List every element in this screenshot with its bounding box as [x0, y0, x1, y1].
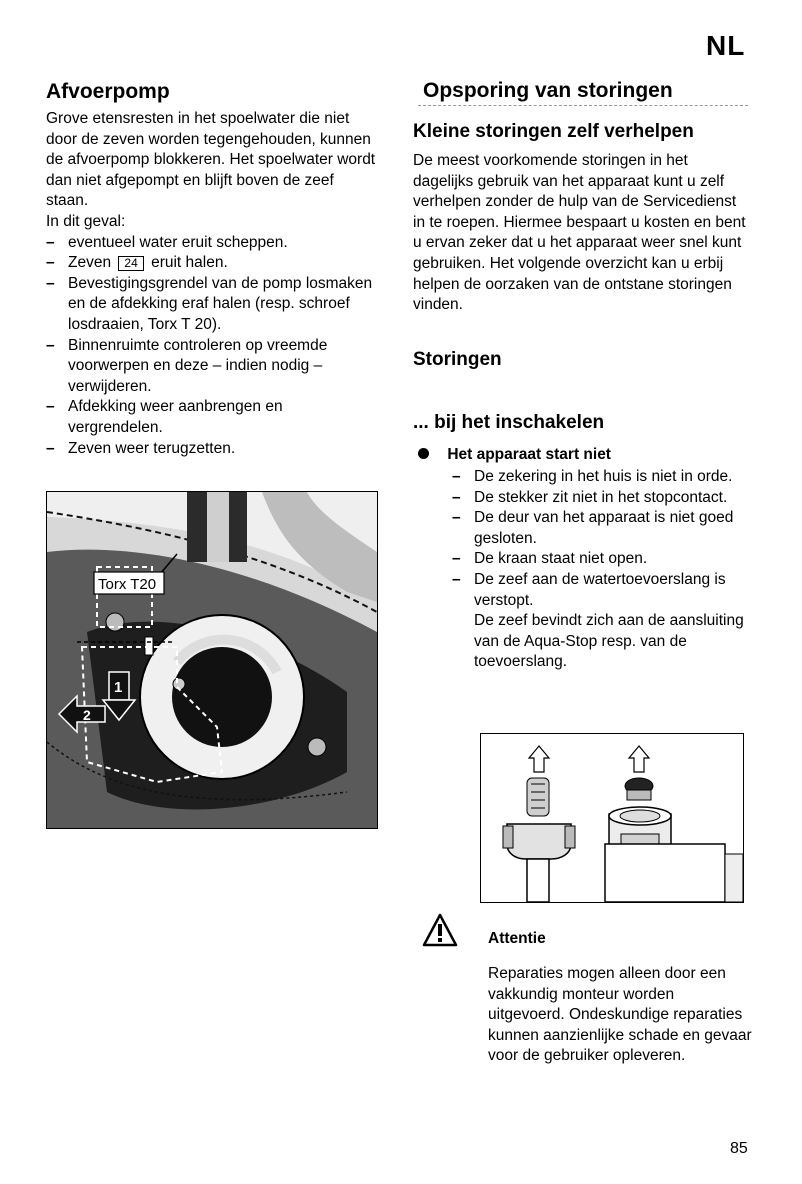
- language-tag: NL: [706, 30, 746, 61]
- marker-2: 2: [83, 707, 91, 723]
- fault-heading-text: Het apparaat start niet: [447, 446, 611, 463]
- list-item: – Binnenruimte controleren op vreemde voorwerpen en deze – indien nodig – verwijderen.: [46, 336, 376, 398]
- list-item: – Bevestigingsgrendel van de pomp losmaken en de afdekking eraf halen (resp. schroef losdraaien, Torx T 20).: [46, 274, 376, 336]
- left-column-text: [46, 109, 376, 459]
- page-number: 85: [730, 1140, 748, 1157]
- bullet-icon: [418, 448, 429, 459]
- cause-note: De zeef bevindt zich aan de aansluiting van de Aqua-Stop resp. van de toevoerslang.: [474, 612, 744, 671]
- list-item: – De zekering in het huis is niet in orde.: [452, 467, 752, 488]
- warning-text: Reparaties mogen alleen door een vakkundig monteur worden uitgevoerd. Ondeskundige reparaties kunnen aanzienlijke schade en gevaar voor de gebruiker opleveren.: [488, 965, 752, 1065]
- list-item: – Zeven weer terugzetten.: [46, 439, 376, 460]
- filter-illustration: [480, 733, 744, 903]
- troubleshooting-intro: De meest voorkomende storingen in het dagelijks gebruik van het apparaat kunt u zelf verhelpen zonder de hulp van de Servicedienst in te roepen. Hiermee bespaart u kosten en bent u ervan zeker dat u het apparaat weer snel kunt gebruiken. Het volgende overzicht kan u erbij helpen de oorzaken van de ontstane storingen vinden.: [413, 152, 746, 314]
- section-title-troubleshooting: Opsporing van storingen: [423, 79, 673, 102]
- fault-heading: [418, 446, 611, 464]
- subtitle-small-faults: Kleine storingen zelf verhelpen: [413, 121, 694, 142]
- list-item: – De zeef aan de watertoevoerslang is verstopt.: [452, 570, 752, 611]
- section-title-pump: Afvoerpomp: [46, 80, 170, 103]
- list-item: [46, 253, 376, 274]
- list-item: – De deur van het apparaat is niet goed gesloten.: [452, 508, 752, 549]
- warning-icon: [422, 913, 458, 952]
- list-item: – De stekker zit niet in het stopcontact.: [452, 488, 752, 509]
- title-underline: [418, 105, 748, 106]
- warning-title: Attentie: [488, 930, 546, 947]
- step-text: eruit halen.: [151, 254, 228, 272]
- subtitle-faults: Storingen: [413, 349, 502, 370]
- case-label: In dit geval:: [46, 212, 126, 230]
- filter-illustration-drawing: [481, 734, 743, 902]
- list-item: – eventueel water eruit scheppen.: [46, 233, 376, 254]
- causes-block: [452, 467, 752, 673]
- causes-list: [452, 467, 752, 611]
- torx-label: Torx T20: [98, 576, 157, 593]
- arrow-up-icon: [529, 746, 549, 772]
- pump-illustration: [46, 491, 378, 829]
- step-text: Zeven: [68, 254, 112, 272]
- marker-1: 1: [114, 679, 123, 696]
- pump-steps-list: [46, 233, 376, 460]
- arrow-up-icon: [629, 746, 649, 772]
- pump-illustration-drawing: [47, 492, 377, 828]
- list-item: – Afdekking weer aanbrengen en vergrendelen.: [46, 397, 376, 438]
- pump-intro: Grove etensresten in het spoelwater die niet door de zeven worden tegengehouden, kunnen de afvoerpomp blokkeren. Het spoelwater wordt dan niet afgepompt en blijft boven de zeef staan.: [46, 110, 376, 210]
- subtitle-on-switch: ... bij het inschakelen: [413, 412, 605, 433]
- list-item: – De kraan staat niet open.: [452, 549, 752, 570]
- reference-number-box: 24: [118, 256, 143, 271]
